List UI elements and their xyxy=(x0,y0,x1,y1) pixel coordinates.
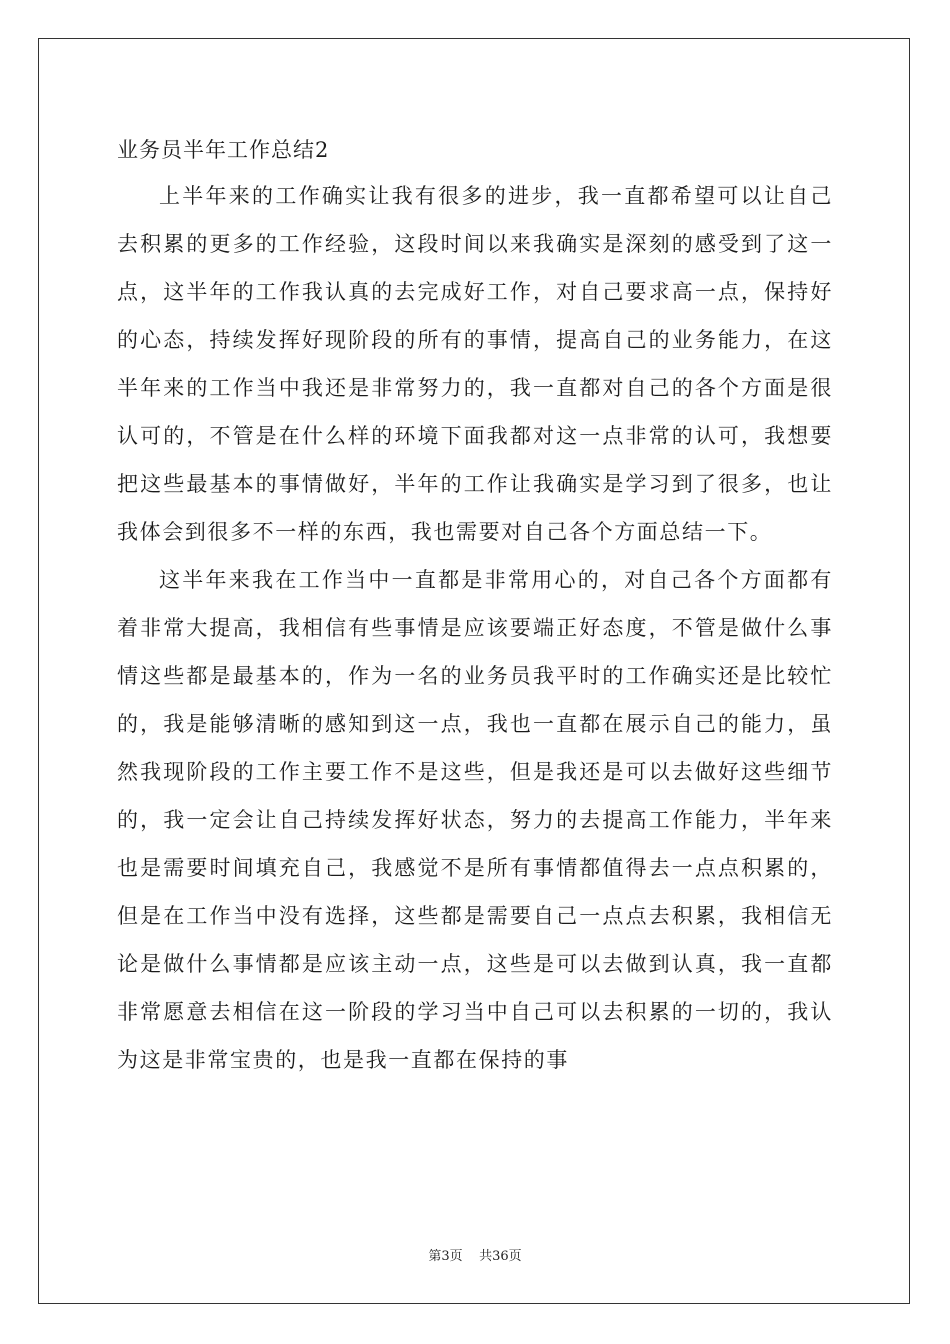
document-body xyxy=(117,128,833,1084)
footer-gap xyxy=(463,1249,480,1264)
page-total: 共36页 xyxy=(479,1249,522,1264)
paragraph-1: 上半年来的工作确实让我有很多的进步，我一直都希望可以让自己去积累的更多的工作经验，这段时间以来我确实是深刻的感受到了这一点，这半年的工作我认真的去完成好工作，对自己要求高一点，保持好的心态，持续发挥好现阶段的所有的事情，提高自己的业务能力，在这半年来的工作当中我还是非常努力的，我一直都对自己的各个方面是很认可的，不管是在什么样的环境下面我都对这一点非常的认可，我想要把这些最基本的事情做好，半年的工作让我确实是学习到了很多，也让我体会到很多不一样的东西，我也需要对自己各个方面总结一下。 xyxy=(117,184,833,544)
page-number: 第3页 xyxy=(428,1249,463,1264)
paragraph-2: 这半年来我在工作当中一直都是非常用心的，对自己各个方面都有着非常大提高，我相信有些事情是应该要端正好态度，不管是做什么事情这些都是最基本的，作为一名的业务员我平时的工作确实还是比较忙的，我是能够清晰的感知到这一点，我也一直都在展示自己的能力，虽然我现阶段的工作主要工作不是这些，但是我还是可以去做好这些细节的，我一定会让自己持续发挥好状态，努力的去提高工作能力，半年来也是需要时间填充自己，我感觉不是所有事情都值得去一点点积累的，但是在工作当中没有选择，这些都是需要自己一点点去积累，我相信无论是做什么事情都是应该主动一点，这些是可以去做到认真，我一直都非常愿意去相信在这一阶段的学习当中自己可以去积累的一切的，我认为这是非常宝贵的，也是我一直都在保持的事 xyxy=(117,568,833,1072)
document-title: 业务员半年工作总结2 xyxy=(117,138,330,162)
page-footer xyxy=(0,1248,950,1266)
